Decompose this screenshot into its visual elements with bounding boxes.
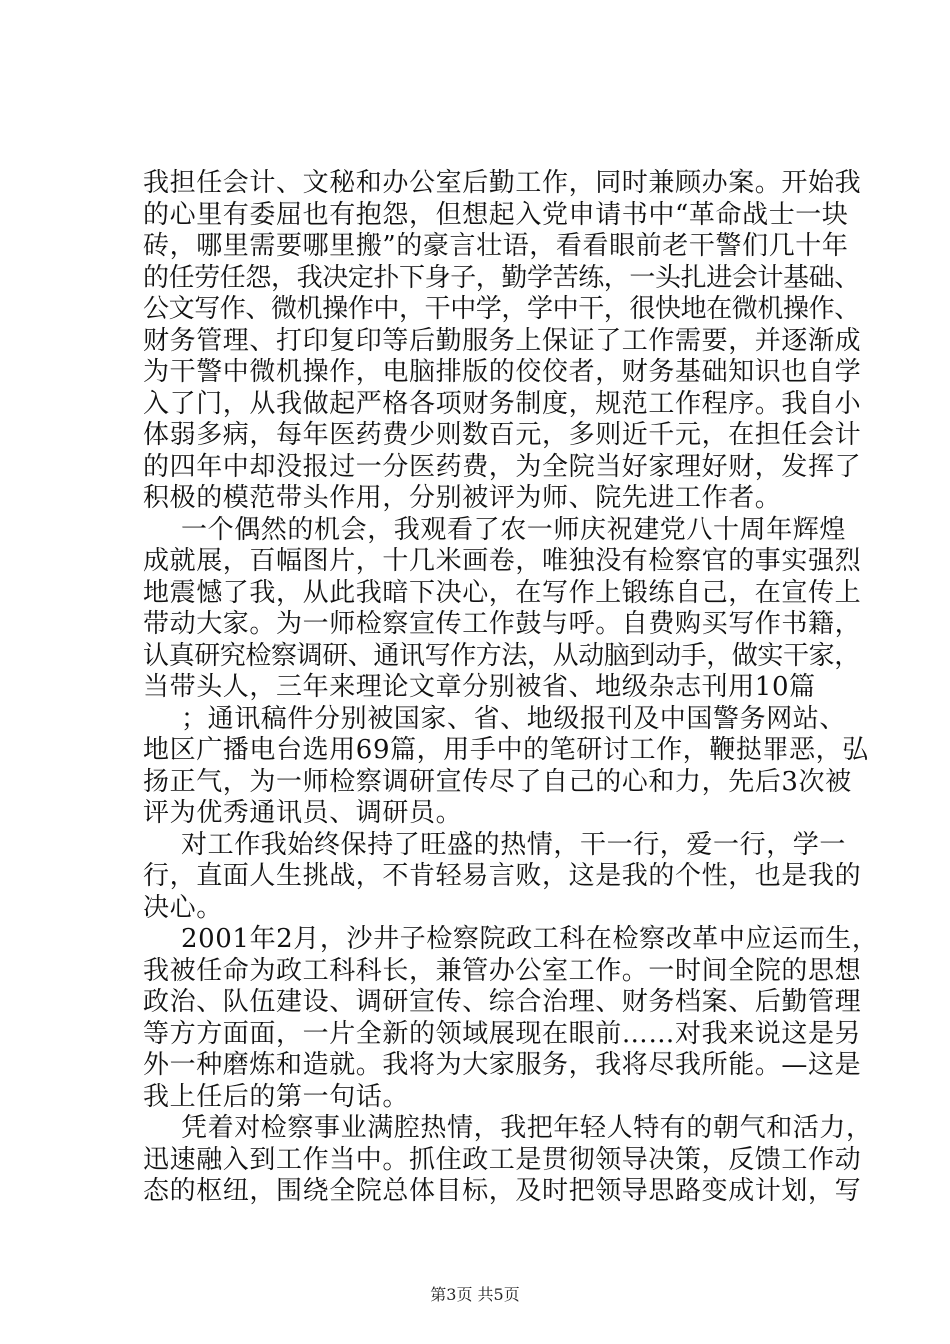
text-line: 地震憾了我，从此我暗下决心，在写作上锻练自己，在宣传上 bbox=[143, 577, 862, 608]
text-line: 的任劳任怨，我决定扑下身子，勤学苦练，一头扎进会计基础、 bbox=[143, 262, 860, 293]
text-line: 一个偶然的机会，我观看了农一师庆祝建党八十周年辉煌 bbox=[181, 514, 847, 545]
text-line: 我上任后的第一句话。 bbox=[143, 1081, 410, 1112]
text-line: 2001年2月，沙井子检察院政工科在检察改革中应运而生， bbox=[181, 924, 879, 954]
text-line: 公文写作、微机操作中，干中学，学中干，很快地在微机操作、 bbox=[143, 294, 860, 324]
text-line: 等方方面面，一片全新的领域展现在眼前……对我来说这是另 bbox=[143, 1018, 862, 1049]
text-line: 我被任命为政工科科长，兼管办公室工作。一时间全院的思想 bbox=[143, 955, 862, 986]
text-line: 成就展，百幅图片，十几米画卷，唯独没有检察官的事实强烈 bbox=[143, 546, 862, 576]
text-line: 凭着对检察事业满腔热情，我把年轻人特有的朝气和活力， bbox=[181, 1113, 873, 1143]
text-line: 为干警中微机操作，电脑排版的佼佼者，财务基础知识也自学 bbox=[143, 357, 862, 387]
text-line: 当带头人，三年来理论文章分别被省、地级杂志刊用10篇 bbox=[143, 672, 816, 702]
text-line: 财务管理、打印复印等后勤服务上保证了工作需要，并逐渐成 bbox=[143, 325, 862, 356]
text-line: 入了门，从我做起严格各项财务制度，规范工作程序。我自小 bbox=[143, 388, 862, 419]
text-line: 积极的模范带头作用，分别被评为师、院先进工作者。 bbox=[143, 483, 782, 513]
text-line: 地区广播电台选用69篇，用手中的笔研讨工作，鞭挞罪恶，弘 bbox=[143, 735, 869, 765]
text-line: 的心里有委屈也有抱怨，但想起入党申请书中“革命战士一块 bbox=[143, 199, 849, 230]
text-line: ；通讯稿件分别被国家、省、地级报刊及中国警务网站、 bbox=[181, 703, 847, 734]
text-line: 砖，哪里需要哪里搬”的豪言壮语，看看眼前老干警们几十年 bbox=[143, 231, 849, 261]
text-line: 对工作我始终保持了旺盛的热情，干一行，爱一行，学一 bbox=[181, 829, 847, 860]
body-text bbox=[143, 168, 879, 1208]
text-line: 态的枢纽，围绕全院总体目标，及时把领导思路变成计划，写 bbox=[143, 1176, 862, 1206]
text-line: 迅速融入到工作当中。抓住政工是贯彻领导决策，反馈工作动 bbox=[143, 1144, 862, 1175]
text-line: 行，直面人生挑战，不肯轻易言败，这是我的个性，也是我的 bbox=[143, 861, 862, 891]
page-number-footer: 第3页 共5页 bbox=[430, 1285, 520, 1304]
text-line: 我担任会计、文秘和办公室后勤工作，同时兼顾办案。开始我 bbox=[143, 168, 862, 198]
text-line: 认真研究检察调研、通讯写作方法，从动脑到动手，做实干家， bbox=[143, 640, 860, 671]
text-line: 带动大家。为一师检察宣传工作鼓与呼。自费购买写作书籍， bbox=[143, 609, 862, 639]
text-line: 评为优秀通讯员、调研员。 bbox=[143, 798, 463, 828]
text-line: 外一种磨炼和造就。我将为大家服务，我将尽我所能。—这是 bbox=[143, 1050, 862, 1080]
text-line: 决心。 bbox=[143, 892, 223, 923]
text-line: 扬正气，为一师检察调研宣传尽了自己的心和力，先后3次被 bbox=[143, 766, 852, 797]
text-line: 政治、队伍建设、调研宣传、综合治理、财务档案、后勤管理 bbox=[143, 987, 862, 1017]
text-line: 的四年中却没报过一分医药费，为全院当好家理好财，发挥了 bbox=[143, 451, 862, 482]
text-line: 体弱多病，每年医药费少则数百元，多则近千元，在担任会计 bbox=[143, 420, 862, 450]
